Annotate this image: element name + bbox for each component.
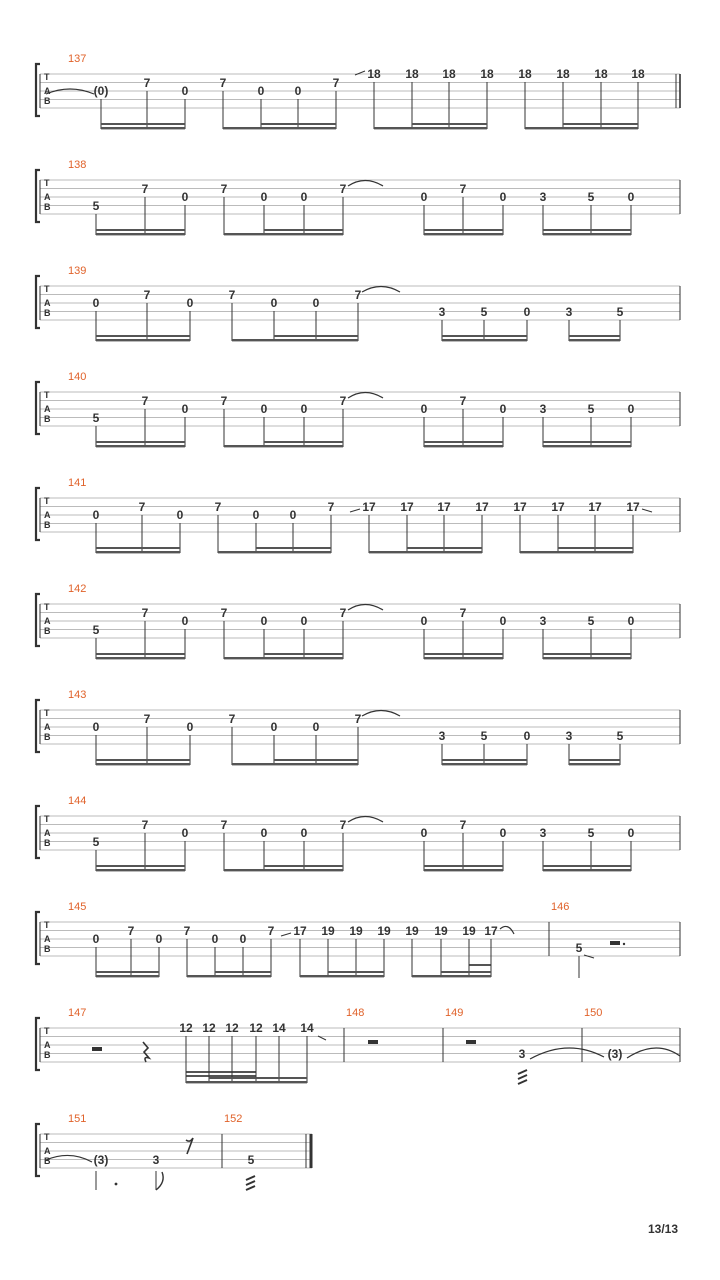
measure-number: 141 bbox=[68, 477, 87, 489]
fret-number: 5 bbox=[92, 411, 100, 425]
beam bbox=[424, 657, 503, 659]
svg-text:T: T bbox=[44, 920, 50, 930]
tab-system bbox=[36, 265, 680, 341]
beam bbox=[96, 657, 185, 659]
fret-number: 3 bbox=[518, 1047, 526, 1061]
fret-number: 7 bbox=[354, 288, 362, 302]
fret-number: 5 bbox=[575, 941, 583, 955]
measure-number: 137 bbox=[68, 53, 87, 65]
measure-notes bbox=[248, 1153, 255, 1167]
fret-number: 0 bbox=[252, 508, 260, 522]
fret-number: 7 bbox=[327, 500, 335, 514]
fret-number: 14 bbox=[300, 1021, 314, 1035]
measure-notes bbox=[93, 182, 635, 235]
fret-number: 19 bbox=[405, 924, 419, 938]
measure-number: 143 bbox=[68, 689, 87, 701]
svg-text:T: T bbox=[44, 814, 50, 824]
beam-secondary bbox=[274, 759, 358, 761]
fret-number: 18 bbox=[594, 67, 608, 81]
measure-number: 145 bbox=[68, 901, 87, 913]
fret-number: 3 bbox=[438, 729, 446, 743]
beam bbox=[224, 657, 343, 659]
fret-number: 12 bbox=[249, 1021, 263, 1035]
fret-number: 5 bbox=[616, 729, 624, 743]
beam-secondary bbox=[424, 229, 503, 231]
fret-number: (3) bbox=[607, 1047, 623, 1061]
measure-number: 146 bbox=[551, 901, 570, 913]
fret-number: 7 bbox=[141, 394, 149, 408]
beam bbox=[187, 975, 271, 977]
fret-number: 7 bbox=[138, 500, 146, 514]
fret-number: 0 bbox=[270, 296, 278, 310]
fret-number: 0 bbox=[181, 614, 189, 628]
svg-text:B: B bbox=[44, 1050, 51, 1060]
fret-number: 7 bbox=[141, 606, 149, 620]
beam bbox=[218, 551, 331, 553]
svg-text:A: A bbox=[44, 404, 51, 414]
fret-number: 7 bbox=[459, 606, 467, 620]
fret-number: 0 bbox=[176, 508, 184, 522]
fret-number: 18 bbox=[631, 67, 645, 81]
fret-number: 3 bbox=[565, 729, 573, 743]
fret-number: 0 bbox=[211, 932, 219, 946]
svg-text:B: B bbox=[44, 944, 51, 954]
beam-secondary bbox=[264, 229, 343, 231]
fret-number: 0 bbox=[92, 720, 100, 734]
measure-number: 140 bbox=[68, 371, 87, 383]
fret-number: 3 bbox=[539, 826, 547, 840]
svg-text:B: B bbox=[44, 732, 51, 742]
fret-number: 7 bbox=[354, 712, 362, 726]
measure-notes bbox=[93, 500, 640, 553]
beam bbox=[186, 1081, 307, 1083]
beam-secondary bbox=[442, 335, 527, 337]
fret-number: 7 bbox=[459, 182, 467, 196]
svg-text:B: B bbox=[44, 308, 51, 318]
beam bbox=[525, 127, 638, 129]
beam-secondary bbox=[96, 335, 190, 337]
fret-number: 7 bbox=[339, 818, 347, 832]
fret-number: 0 bbox=[523, 305, 531, 319]
beam-secondary bbox=[261, 123, 336, 125]
tab-system bbox=[36, 1007, 680, 1084]
fret-number: 7 bbox=[143, 76, 151, 90]
fret-number: 18 bbox=[442, 67, 456, 81]
fret-number: 0 bbox=[420, 614, 428, 628]
fret-number: 12 bbox=[179, 1021, 193, 1035]
fret-number: 17 bbox=[484, 924, 498, 938]
fret-number: 7 bbox=[339, 394, 347, 408]
beam-secondary bbox=[543, 441, 631, 443]
fret-number: 5 bbox=[480, 729, 488, 743]
beam-secondary bbox=[412, 123, 487, 125]
fret-number: 0 bbox=[499, 402, 507, 416]
fret-number: 0 bbox=[499, 614, 507, 628]
half-rest bbox=[92, 1047, 102, 1051]
beam bbox=[96, 763, 190, 765]
fret-number: 5 bbox=[247, 1153, 255, 1167]
measure-number: 149 bbox=[445, 1007, 464, 1019]
fret-number: 18 bbox=[480, 67, 494, 81]
beam-secondary bbox=[96, 653, 185, 655]
beam-secondary bbox=[264, 865, 343, 867]
measure-number: 147 bbox=[68, 1007, 87, 1019]
fret-number: 7 bbox=[183, 924, 191, 938]
tab-system bbox=[36, 159, 680, 235]
beam-secondary bbox=[328, 971, 384, 973]
fret-number: 0 bbox=[186, 720, 194, 734]
beam bbox=[543, 869, 631, 871]
whole-rest bbox=[466, 1040, 476, 1044]
fret-number: 17 bbox=[626, 500, 640, 514]
fret-number: 0 bbox=[92, 296, 100, 310]
measure-notes bbox=[576, 941, 583, 978]
svg-text:A: A bbox=[44, 828, 51, 838]
measure-notes bbox=[608, 1047, 623, 1061]
beam-secondary bbox=[424, 653, 503, 655]
fret-number: 18 bbox=[518, 67, 532, 81]
measure-number: 138 bbox=[68, 159, 87, 171]
fret-number: 7 bbox=[339, 606, 347, 620]
fret-number: 19 bbox=[434, 924, 448, 938]
beam bbox=[96, 445, 185, 447]
svg-text:B: B bbox=[44, 414, 51, 424]
beam-secondary bbox=[441, 971, 491, 973]
svg-text:A: A bbox=[44, 722, 51, 732]
beam-secondary bbox=[543, 653, 631, 655]
fret-number: 3 bbox=[539, 614, 547, 628]
fret-number: 0 bbox=[92, 508, 100, 522]
measure-number: 151 bbox=[68, 1113, 87, 1125]
tab-system bbox=[36, 477, 680, 553]
beam-secondary bbox=[424, 441, 503, 443]
fret-number: 0 bbox=[420, 402, 428, 416]
fret-number: 5 bbox=[92, 199, 100, 213]
fret-number: 0 bbox=[523, 729, 531, 743]
svg-text:T: T bbox=[44, 1132, 50, 1142]
svg-text:B: B bbox=[44, 1156, 51, 1166]
beam bbox=[569, 763, 620, 765]
beam bbox=[424, 233, 503, 235]
beam-secondary bbox=[215, 971, 271, 973]
fret-number: 17 bbox=[400, 500, 414, 514]
fret-number: 0 bbox=[420, 190, 428, 204]
fret-number: 7 bbox=[220, 394, 228, 408]
beam bbox=[223, 127, 336, 129]
beam-secondary bbox=[96, 971, 159, 973]
fret-number: 5 bbox=[616, 305, 624, 319]
fret-number: 0 bbox=[260, 614, 268, 628]
fret-number: 0 bbox=[300, 614, 308, 628]
svg-text:T: T bbox=[44, 178, 50, 188]
svg-text:A: A bbox=[44, 298, 51, 308]
beam bbox=[412, 975, 491, 977]
svg-text:B: B bbox=[44, 838, 51, 848]
fret-number: 5 bbox=[587, 614, 595, 628]
fret-number: (0) bbox=[93, 84, 109, 98]
beam-secondary bbox=[424, 865, 503, 867]
fret-number: 5 bbox=[92, 623, 100, 637]
fret-number: 0 bbox=[260, 402, 268, 416]
tremolo-marks bbox=[246, 1176, 255, 1190]
tab-system bbox=[36, 583, 680, 659]
beam-secondary bbox=[569, 335, 620, 337]
fret-number: 7 bbox=[143, 712, 151, 726]
beam bbox=[520, 551, 633, 553]
fret-number: 17 bbox=[513, 500, 527, 514]
svg-text:A: A bbox=[44, 934, 51, 944]
fret-number: 0 bbox=[181, 84, 189, 98]
svg-text:A: A bbox=[44, 1146, 51, 1156]
svg-text:B: B bbox=[44, 626, 51, 636]
fret-number: 17 bbox=[437, 500, 451, 514]
measure-notes bbox=[93, 394, 635, 447]
fret-number: 0 bbox=[181, 402, 189, 416]
svg-text:B: B bbox=[44, 96, 51, 106]
fret-number: 12 bbox=[202, 1021, 216, 1035]
fret-number: 17 bbox=[475, 500, 489, 514]
fret-number: 5 bbox=[587, 190, 595, 204]
measure-notes bbox=[93, 924, 498, 977]
beam-secondary bbox=[256, 547, 331, 549]
beam bbox=[101, 127, 185, 129]
fret-number: 7 bbox=[127, 924, 135, 938]
beam bbox=[424, 445, 503, 447]
fret-number: 3 bbox=[565, 305, 573, 319]
fret-number: 5 bbox=[92, 835, 100, 849]
fret-number: 3 bbox=[438, 305, 446, 319]
fret-number: 0 bbox=[186, 296, 194, 310]
fret-number: 18 bbox=[367, 67, 381, 81]
tab-system bbox=[36, 689, 680, 765]
beam bbox=[224, 233, 343, 235]
fret-number: 0 bbox=[300, 190, 308, 204]
svg-text:A: A bbox=[44, 86, 51, 96]
fret-number: 0 bbox=[181, 190, 189, 204]
beam-secondary bbox=[543, 865, 631, 867]
fret-number: 19 bbox=[321, 924, 335, 938]
tab-system bbox=[36, 371, 680, 447]
measure-number: 152 bbox=[224, 1113, 243, 1125]
fret-number: 17 bbox=[362, 500, 376, 514]
tab-system bbox=[36, 53, 680, 129]
beam-secondary bbox=[407, 547, 482, 549]
fret-number: 7 bbox=[228, 712, 236, 726]
svg-text:T: T bbox=[44, 284, 50, 294]
beam bbox=[569, 339, 620, 341]
fret-number: 0 bbox=[627, 190, 635, 204]
svg-text:A: A bbox=[44, 192, 51, 202]
svg-text:T: T bbox=[44, 602, 50, 612]
fret-number: 7 bbox=[459, 818, 467, 832]
fret-number: 0 bbox=[155, 932, 163, 946]
beam-secondary bbox=[563, 123, 638, 125]
fret-number: 3 bbox=[539, 402, 547, 416]
beam bbox=[96, 339, 190, 341]
beam-secondary bbox=[558, 547, 633, 549]
fret-number: 5 bbox=[480, 305, 488, 319]
fret-number: 7 bbox=[143, 288, 151, 302]
fret-number: 0 bbox=[627, 402, 635, 416]
fret-number: 0 bbox=[627, 826, 635, 840]
beam bbox=[96, 975, 159, 977]
beam bbox=[442, 763, 527, 765]
fret-number: 18 bbox=[556, 67, 570, 81]
beam bbox=[96, 869, 185, 871]
fret-number: 19 bbox=[377, 924, 391, 938]
beam-secondary bbox=[569, 759, 620, 761]
measure-notes bbox=[93, 288, 624, 341]
fret-number: 0 bbox=[300, 402, 308, 416]
fret-number: 0 bbox=[499, 826, 507, 840]
beam-secondary bbox=[101, 123, 185, 125]
fret-number: 0 bbox=[300, 826, 308, 840]
beam-secondary bbox=[96, 547, 180, 549]
measure-notes bbox=[94, 67, 645, 129]
fret-number: 7 bbox=[220, 182, 228, 196]
fret-number: 7 bbox=[459, 394, 467, 408]
fret-number: 19 bbox=[462, 924, 476, 938]
whole-rest bbox=[368, 1040, 378, 1044]
beam-secondary bbox=[209, 1077, 307, 1079]
fret-number: 0 bbox=[420, 826, 428, 840]
fret-number: 0 bbox=[270, 720, 278, 734]
fret-number: 0 bbox=[289, 508, 297, 522]
beam-secondary bbox=[442, 759, 527, 761]
measure-number: 139 bbox=[68, 265, 87, 277]
fret-number: 5 bbox=[587, 402, 595, 416]
beam-secondary bbox=[274, 335, 358, 337]
measure-number: 150 bbox=[584, 1007, 603, 1019]
fret-number: 7 bbox=[267, 924, 275, 938]
fret-number: 17 bbox=[293, 924, 307, 938]
measure-notes bbox=[93, 606, 635, 659]
beam-secondary bbox=[96, 865, 185, 867]
fret-number: 0 bbox=[499, 190, 507, 204]
fret-number: 0 bbox=[312, 296, 320, 310]
measure-notes bbox=[93, 712, 624, 765]
svg-text:A: A bbox=[44, 1040, 51, 1050]
beam-secondary bbox=[96, 759, 190, 761]
svg-text:B: B bbox=[44, 520, 51, 530]
fret-number: 7 bbox=[141, 182, 149, 196]
measure-number: 142 bbox=[68, 583, 87, 595]
svg-text:T: T bbox=[44, 708, 50, 718]
fret-number: 3 bbox=[152, 1153, 160, 1167]
beam bbox=[369, 551, 482, 553]
fret-number: 18 bbox=[405, 67, 419, 81]
measure-notes bbox=[93, 818, 635, 871]
tab-system bbox=[36, 795, 680, 871]
svg-text:A: A bbox=[44, 510, 51, 520]
measure-notes bbox=[179, 1021, 314, 1083]
measure-number: 144 bbox=[68, 795, 87, 807]
beam bbox=[96, 233, 185, 235]
beam bbox=[543, 445, 631, 447]
fret-number: 0 bbox=[181, 826, 189, 840]
beam-secondary bbox=[264, 441, 343, 443]
fret-number: 7 bbox=[339, 182, 347, 196]
beam bbox=[224, 869, 343, 871]
beam bbox=[232, 763, 358, 765]
fret-number: 0 bbox=[312, 720, 320, 734]
fret-number: 14 bbox=[272, 1021, 286, 1035]
measure-notes bbox=[519, 1047, 526, 1061]
fret-number: 7 bbox=[220, 606, 228, 620]
fret-number: 0 bbox=[260, 190, 268, 204]
fret-number: (3) bbox=[93, 1153, 109, 1167]
beam-secondary bbox=[543, 229, 631, 231]
beam bbox=[424, 869, 503, 871]
svg-text:B: B bbox=[44, 202, 51, 212]
page-number: 13/13 bbox=[647, 1222, 678, 1236]
tab-system bbox=[36, 1113, 312, 1190]
fret-number: 7 bbox=[214, 500, 222, 514]
fret-number: 0 bbox=[257, 84, 265, 98]
eighth-rest bbox=[186, 1138, 193, 1154]
beam-secondary bbox=[264, 653, 343, 655]
beam bbox=[224, 445, 343, 447]
beam bbox=[543, 657, 631, 659]
fret-number: 7 bbox=[220, 818, 228, 832]
fret-number: 0 bbox=[239, 932, 247, 946]
tab-system bbox=[36, 901, 680, 978]
beam bbox=[232, 339, 358, 341]
beam bbox=[96, 551, 180, 553]
svg-text:T: T bbox=[44, 390, 50, 400]
fret-number: 5 bbox=[587, 826, 595, 840]
fret-number: 0 bbox=[627, 614, 635, 628]
fret-number: 7 bbox=[141, 818, 149, 832]
tremolo-marks bbox=[518, 1070, 527, 1084]
fret-number: 12 bbox=[225, 1021, 239, 1035]
beam bbox=[543, 233, 631, 235]
fret-number: 7 bbox=[219, 76, 227, 90]
fret-number: 0 bbox=[294, 84, 302, 98]
beam bbox=[442, 339, 527, 341]
fret-number: 7 bbox=[332, 76, 340, 90]
fret-number: 7 bbox=[228, 288, 236, 302]
fret-number: 19 bbox=[349, 924, 363, 938]
measure-number: 148 bbox=[346, 1007, 365, 1019]
beam bbox=[374, 127, 487, 129]
svg-text:T: T bbox=[44, 72, 50, 82]
beam-secondary bbox=[96, 441, 185, 443]
fret-number: 0 bbox=[92, 932, 100, 946]
dotted-half-rest bbox=[610, 941, 620, 945]
beam-secondary bbox=[96, 229, 185, 231]
fret-number: 17 bbox=[588, 500, 602, 514]
fret-number: 17 bbox=[551, 500, 565, 514]
beam bbox=[300, 975, 384, 977]
fret-number: 0 bbox=[260, 826, 268, 840]
svg-text:T: T bbox=[44, 496, 50, 506]
svg-text:A: A bbox=[44, 616, 51, 626]
fret-number: 3 bbox=[539, 190, 547, 204]
svg-text:T: T bbox=[44, 1026, 50, 1036]
